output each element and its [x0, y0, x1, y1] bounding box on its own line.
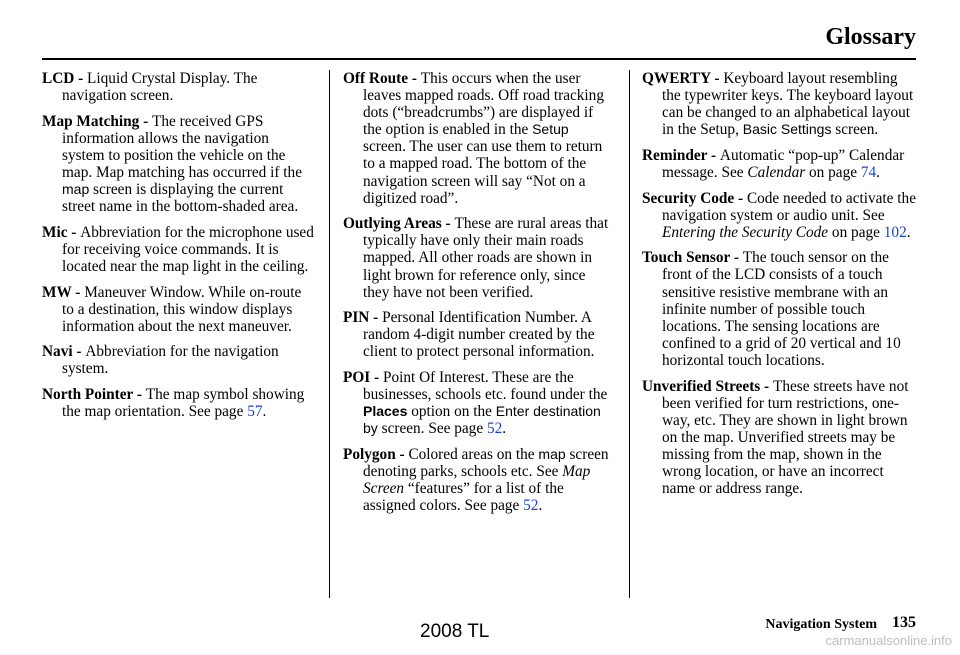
column-divider: [629, 70, 630, 598]
glossary-term: Outlying Areas -: [343, 215, 455, 233]
definition-text: The map symbol showing the map orientation. See page: [62, 386, 305, 421]
glossary-entry: [343, 446, 615, 514]
glossary-term: Map Matching -: [42, 112, 153, 130]
glossary-entry: [642, 190, 920, 241]
glossary-term: LCD -: [42, 70, 88, 87]
definition-text: Maneuver Window. While on-route to a destination, this window displays information about the next maneuver.: [62, 283, 302, 335]
page-title: Glossary: [825, 24, 916, 50]
glossary-entry: [42, 386, 314, 420]
definition-text: The touch sensor on the front of the LCD consists of a touch sensitive resistive membrane with an infinite number of possible touch locations. The sensing locations are confined to a grid of 20 vertical and 10 horizontal touch locations.: [662, 249, 901, 369]
glossary-entry: [343, 369, 615, 437]
glossary-term: Unverified Streets -: [642, 377, 773, 395]
definition-text: Abbreviation for the navigation system.: [62, 343, 279, 378]
definition-text: Code needed to activate the navigation system or audio unit. See: [662, 189, 916, 224]
ui-label: Places: [363, 403, 408, 420]
header-rule: [42, 58, 916, 60]
page-reference-link[interactable]: 74: [860, 163, 877, 181]
glossary-term: Mic -: [42, 223, 81, 241]
glossary-column-3: [642, 70, 920, 506]
ui-label: Basic Settings: [742, 121, 832, 138]
definition-text: Colored areas on the: [408, 445, 539, 463]
page-reference-link[interactable]: 52: [523, 497, 539, 515]
column-divider: [329, 70, 330, 598]
page-reference-link[interactable]: 102: [883, 223, 907, 241]
definition-text: Abbreviation for the microphone used for receiving voice commands. It is located near the map light in the ceiling.: [62, 223, 314, 275]
glossary-term: Off Route -: [343, 70, 421, 87]
definition-text: These streets have not been verified for turn restrictions, one-way, etc. They are shown in light brown on the map. Unverified streets may be missing from the map, shown in the wrong location, or have an incorrect name or address range.: [662, 377, 909, 498]
definition-text: .: [262, 403, 267, 421]
definition-text: Point Of Interest. These are the businesses, schools etc. found under the: [363, 369, 608, 404]
definition-text: .: [906, 223, 911, 241]
definition-text: option on the: [407, 403, 496, 421]
definition-text: Liquid Crystal Display. The navigation screen.: [62, 70, 258, 105]
model-label: 2008 TL: [420, 621, 490, 642]
definition-text: screen.: [831, 121, 879, 139]
glossary-entry: [343, 70, 615, 207]
glossary-term: MW -: [42, 283, 85, 301]
definition-text: This occurs when the user leaves mapped roads. Off road tracking dots (“breadcrumbs”) are displayed if the option is enabled in the: [363, 70, 604, 139]
cross-reference-title: Entering the Security Code: [662, 223, 829, 241]
glossary-entry: [42, 284, 314, 335]
glossary-entry: [642, 249, 920, 369]
glossary-term: Reminder -: [642, 146, 720, 164]
definition-text: Automatic “pop-up” Calendar message. See: [662, 146, 905, 181]
glossary-entry: [42, 113, 314, 216]
glossary-entry: [642, 70, 920, 138]
definition-text: screen denoting parks, schools etc. See: [363, 445, 609, 480]
ui-label: map: [538, 445, 566, 462]
glossary-entry: [42, 70, 314, 104]
ui-label: Setup: [532, 121, 569, 138]
page-reference-link[interactable]: 52: [486, 420, 503, 438]
ui-label: Enter destination by: [363, 403, 601, 437]
definition-text: .: [538, 497, 543, 515]
definition-text: on page: [805, 163, 861, 181]
book-title: Navigation System: [765, 617, 877, 632]
glossary-term: Navi -: [42, 343, 86, 361]
glossary-column-1: [42, 70, 314, 429]
glossary-term: QWERTY -: [642, 70, 724, 87]
page-reference-link[interactable]: 57: [247, 403, 263, 421]
glossary-entry: [642, 147, 920, 181]
definition-text: The received GPS information allows the navigation system to position the vehicle on the map. Map matching has occurred if the: [62, 112, 302, 181]
glossary-term: Touch Sensor -: [642, 249, 743, 267]
definition-text: screen. The user can use them to return to a mapped road. The bottom of the navigation screen will say “Not on a digitized road”.: [363, 138, 603, 207]
definition-text: “features” for a list of the assigned colors. See page: [363, 480, 564, 515]
cross-reference-title: Map Screen: [363, 462, 591, 498]
glossary-term: POI -: [343, 369, 383, 386]
glossary-term: PIN -: [343, 309, 383, 327]
definition-text: These are rural areas that typically have only their main roads mapped. All other roads are shown in light brown for reference only, since they have not been verified.: [363, 215, 609, 301]
definition-text: screen. See page: [377, 420, 487, 438]
definition-text: Keyboard layout resembling the typewriter keys. The keyboard layout can be changed to an alphabetical layout in the Setup,: [662, 70, 914, 139]
definition-text: .: [876, 163, 880, 181]
glossary-entry: [42, 224, 314, 275]
page-number: 135: [892, 614, 916, 631]
glossary-entry: [642, 378, 920, 498]
glossary-entry: [343, 215, 615, 300]
watermark: carmanualsonline.info: [825, 633, 952, 648]
definition-text: Personal Identification Number. A random 4-digit number created by the client to protect personal information.: [363, 309, 595, 361]
glossary-column-2: [343, 70, 615, 523]
definition-text: on page: [828, 223, 884, 241]
glossary-entry: [343, 309, 615, 360]
glossary-term: Security Code -: [642, 189, 747, 207]
glossary-term: North Pointer -: [42, 386, 146, 403]
definition-text: .: [502, 420, 507, 438]
definition-text: screen is displaying the current street name in the bottom-shaded area.: [62, 181, 299, 216]
ui-label: map: [62, 181, 90, 198]
glossary-entry: [42, 343, 314, 377]
cross-reference-title: Calendar: [747, 163, 806, 181]
glossary-term: Polygon -: [343, 445, 409, 463]
